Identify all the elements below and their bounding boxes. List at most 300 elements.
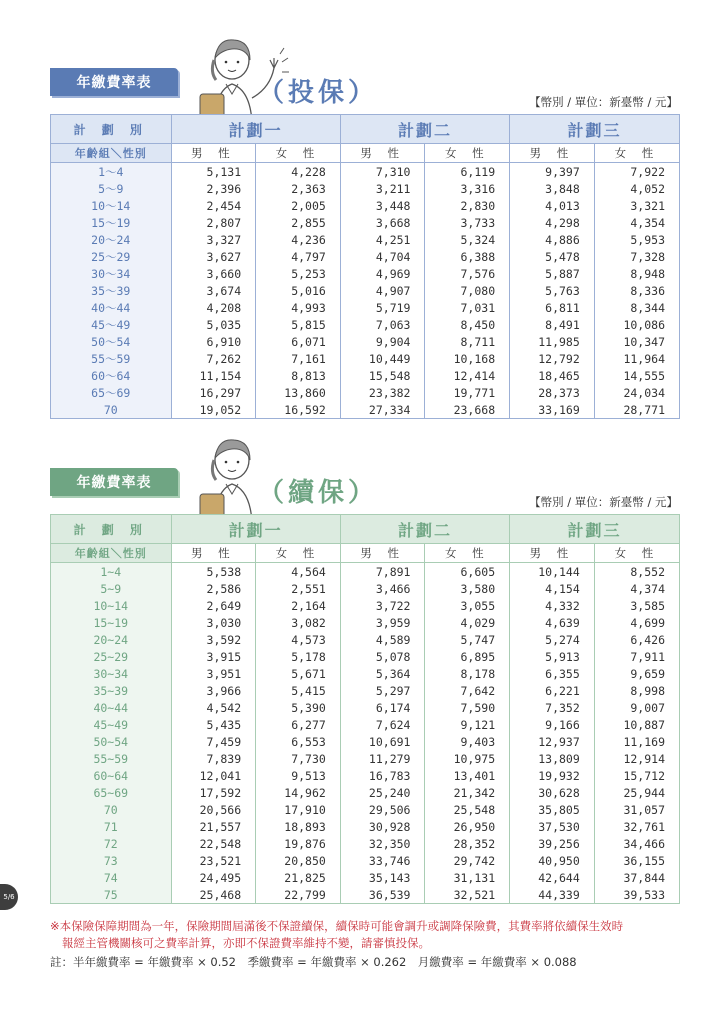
age-group-cell: 10～14 [51, 197, 171, 214]
premium-cell: 33,746 [340, 852, 425, 869]
premium-table-box [50, 114, 680, 419]
sex-header: 男 性 [510, 544, 595, 563]
premium-cell: 21,825 [256, 869, 341, 886]
premium-cell: 7,590 [425, 699, 510, 716]
age-group-cell: 30~34 [51, 665, 171, 682]
sex-header: 女 性 [425, 144, 510, 163]
premium-cell: 37,844 [623, 870, 665, 885]
section-tag: 年繳費率表 [50, 68, 178, 96]
premium-cell: 9,121 [425, 716, 510, 733]
premium-cell: 35,143 [340, 869, 425, 886]
currency-unit-note: 【幣別 / 單位：新臺幣 / 元】 [529, 95, 678, 109]
premium-cell: 8,178 [425, 665, 510, 682]
premium-cell: 7,310 [340, 163, 425, 181]
premium-cell: 27,334 [340, 401, 425, 418]
premium-cell: 15,712 [623, 768, 665, 783]
premium-cell: 4,886 [510, 231, 595, 248]
premium-cell: 4,298 [510, 214, 595, 231]
premium-cell: 23,521 [171, 852, 256, 869]
age-sex-header: 年齡組＼性別 [51, 544, 171, 563]
premium-cell: 19,932 [510, 767, 595, 784]
table-row [51, 197, 679, 214]
age-group-cell: 40~44 [51, 699, 171, 716]
age-group-cell: 73 [51, 852, 171, 869]
plan-header-label: 計 劃 別 [51, 115, 171, 144]
premium-cell: 6,426 [630, 632, 665, 647]
table-row [51, 733, 679, 750]
premium-cell: 2,807 [171, 214, 256, 231]
table-row [51, 784, 679, 801]
premium-cell: 9,403 [425, 733, 510, 750]
table-row [51, 316, 679, 333]
premium-cell: 2,551 [256, 580, 341, 597]
premium-cell: 4,029 [425, 614, 510, 631]
premium-cell: 4,251 [340, 231, 425, 248]
premium-cell: 4,542 [171, 699, 256, 716]
premium-cell: 32,761 [623, 819, 665, 834]
plan-header-1: 計劃一 [171, 115, 340, 144]
premium-cell: 40,950 [510, 852, 595, 869]
premium-cell: 5,274 [510, 631, 595, 648]
premium-table-box [50, 514, 680, 904]
table-row [51, 631, 679, 648]
table-row [51, 401, 679, 418]
premium-cell: 3,580 [425, 580, 510, 597]
premium-cell: 3,585 [630, 598, 665, 613]
premium-cell: 4,013 [510, 197, 595, 214]
premium-cell: 15,548 [340, 367, 425, 384]
premium-cell: 3,321 [594, 197, 679, 214]
table-row [51, 265, 679, 282]
sex-header: 女 性 [594, 544, 679, 563]
premium-cell: 30,928 [340, 818, 425, 835]
table-row [51, 597, 679, 614]
premium-cell: 3,082 [256, 614, 341, 631]
currency-unit-note: 【幣別 / 單位：新臺幣 / 元】 [529, 495, 678, 509]
premium-cell: 8,813 [256, 367, 341, 384]
premium-cell: 32,521 [425, 886, 510, 903]
sex-header: 女 性 [256, 544, 341, 563]
premium-cell: 4,564 [256, 563, 341, 581]
premium-cell: 24,495 [171, 869, 256, 886]
section-subtitle: （投保） [258, 78, 379, 108]
age-group-cell: 5~9 [51, 580, 171, 597]
premium-cell: 31,131 [425, 869, 510, 886]
premium-cell: 7,839 [171, 750, 256, 767]
premium-cell: 4,332 [510, 597, 595, 614]
premium-cell: 23,382 [340, 384, 425, 401]
premium-table [51, 115, 679, 418]
premium-cell: 3,030 [171, 614, 256, 631]
table-row [51, 384, 679, 401]
disclaimer-line-1: ※本保險保障期間為一年，保險期間屆滿後不保證續保，續保時可能會調升或調降保險費，其費率將依續保生效時 [50, 919, 624, 933]
premium-cell: 5,763 [510, 282, 595, 299]
premium-cell: 3,327 [171, 231, 256, 248]
premium-cell: 2,396 [171, 180, 256, 197]
table-row [51, 665, 679, 682]
age-group-cell: 72 [51, 835, 171, 852]
premium-cell: 13,860 [256, 384, 341, 401]
premium-cell: 8,948 [594, 265, 679, 282]
premium-cell: 39,533 [623, 887, 665, 902]
premium-cell: 12,914 [623, 751, 665, 766]
premium-cell: 3,627 [171, 248, 256, 265]
premium-cell: 8,998 [630, 683, 665, 698]
premium-cell: 7,328 [630, 249, 665, 264]
premium-cell: 4,993 [256, 299, 341, 316]
table-row [51, 801, 679, 818]
premium-cell: 4,639 [510, 614, 595, 631]
sex-header: 男 性 [340, 144, 425, 163]
premium-cell: 10,887 [623, 717, 665, 732]
premium-cell: 10,144 [510, 563, 595, 581]
premium-cell: 3,959 [340, 614, 425, 631]
premium-cell: 2,363 [256, 180, 341, 197]
age-group-cell: 20~24 [51, 631, 171, 648]
premium-cell: 13,401 [425, 767, 510, 784]
age-group-cell: 15~19 [51, 614, 171, 631]
premium-cell: 12,414 [425, 367, 510, 384]
premium-cell: 4,704 [340, 248, 425, 265]
plan-header-2: 計劃二 [340, 115, 509, 144]
age-group-cell: 60~64 [51, 767, 171, 784]
premium-cell: 4,374 [630, 581, 665, 596]
age-group-cell: 70 [51, 401, 171, 418]
premium-cell: 8,450 [425, 316, 510, 333]
premium-cell: 5,131 [171, 163, 256, 181]
premium-cell: 4,589 [340, 631, 425, 648]
premium-cell: 25,240 [340, 784, 425, 801]
table-row [51, 333, 679, 350]
premium-cell: 28,352 [425, 835, 510, 852]
premium-cell: 34,466 [623, 836, 665, 851]
premium-cell: 12,937 [510, 733, 595, 750]
section-subtitle: （續保） [258, 478, 379, 508]
premium-cell: 3,674 [171, 282, 256, 299]
table-row [51, 614, 679, 631]
table-body [51, 163, 679, 419]
premium-cell: 3,733 [425, 214, 510, 231]
premium-cell: 11,964 [623, 351, 665, 366]
premium-cell: 4,699 [630, 615, 665, 630]
payment-formula-note: 註：半年繳費率 = 年繳費率 × 0.52 季繳費率 = 年繳費率 × 0.262 月繳費率 = 年繳費率 × 0.088 [50, 955, 577, 969]
premium-cell: 3,722 [340, 597, 425, 614]
table-row [51, 699, 679, 716]
age-group-cell: 10~14 [51, 597, 171, 614]
premium-cell: 6,277 [256, 716, 341, 733]
premium-cell: 32,350 [340, 835, 425, 852]
premium-cell: 5,016 [256, 282, 341, 299]
table-row [51, 886, 679, 903]
premium-cell: 7,730 [256, 750, 341, 767]
table-row [51, 852, 679, 869]
premium-cell: 5,035 [171, 316, 256, 333]
premium-cell: 2,454 [171, 197, 256, 214]
premium-cell: 7,459 [171, 733, 256, 750]
premium-cell: 5,415 [256, 682, 341, 699]
premium-cell: 4,354 [630, 215, 665, 230]
premium-cell: 7,080 [425, 282, 510, 299]
premium-cell: 36,539 [340, 886, 425, 903]
premium-cell: 3,448 [340, 197, 425, 214]
premium-cell: 5,435 [171, 716, 256, 733]
premium-cell: 25,468 [171, 886, 256, 903]
premium-cell: 6,811 [510, 299, 595, 316]
age-group-cell: 40～44 [51, 299, 171, 316]
age-group-cell: 71 [51, 818, 171, 835]
table-row [51, 648, 679, 665]
premium-cell: 23,668 [425, 401, 510, 418]
age-group-cell: 50~54 [51, 733, 171, 750]
premium-cell: 3,915 [171, 648, 256, 665]
premium-cell: 37,530 [510, 818, 595, 835]
sex-header: 男 性 [171, 144, 256, 163]
sex-header: 男 性 [510, 144, 595, 163]
plan-header-3: 計劃三 [510, 515, 679, 544]
table-row [51, 818, 679, 835]
premium-cell: 3,668 [340, 214, 425, 231]
table-row [51, 367, 679, 384]
table-row [51, 750, 679, 767]
premium-cell: 42,644 [510, 869, 595, 886]
premium-cell: 19,876 [256, 835, 341, 852]
premium-cell: 5,887 [510, 265, 595, 282]
premium-cell: 3,966 [171, 682, 256, 699]
age-group-cell: 5～9 [51, 180, 171, 197]
premium-cell: 5,478 [510, 248, 595, 265]
premium-cell: 9,397 [510, 163, 595, 181]
sex-header: 男 性 [171, 544, 256, 563]
premium-cell: 11,985 [510, 333, 595, 350]
age-group-cell: 20～24 [51, 231, 171, 248]
premium-cell: 5,953 [594, 231, 679, 248]
premium-cell: 4,969 [340, 265, 425, 282]
premium-cell: 9,659 [630, 666, 665, 681]
premium-cell: 6,553 [256, 733, 341, 750]
sex-header: 女 性 [594, 144, 679, 163]
premium-cell: 7,161 [256, 350, 341, 367]
age-group-cell: 65~69 [51, 784, 171, 801]
premium-cell: 8,336 [630, 283, 665, 298]
premium-cell: 4,208 [171, 299, 256, 316]
premium-cell: 36,155 [623, 853, 665, 868]
premium-cell: 6,221 [510, 682, 595, 699]
premium-cell: 28,373 [510, 384, 595, 401]
premium-cell: 25,944 [623, 785, 665, 800]
premium-cell: 25,548 [425, 801, 510, 818]
premium-cell: 5,078 [340, 648, 425, 665]
age-group-cell: 45～49 [51, 316, 171, 333]
premium-cell: 5,324 [425, 231, 510, 248]
premium-cell: 5,815 [256, 316, 341, 333]
table-row [51, 350, 679, 367]
plan-header-1: 計劃一 [171, 515, 340, 544]
age-sex-header: 年齡組＼性別 [51, 144, 171, 163]
premium-cell: 20,850 [256, 852, 341, 869]
premium-cell: 17,910 [256, 801, 341, 818]
age-group-cell: 70 [51, 801, 171, 818]
table-row [51, 682, 679, 699]
premium-cell: 10,347 [594, 333, 679, 350]
premium-cell: 20,566 [171, 801, 256, 818]
age-group-cell: 30～34 [51, 265, 171, 282]
premium-cell: 7,922 [594, 163, 679, 181]
table-row [51, 282, 679, 299]
premium-cell: 3,211 [340, 180, 425, 197]
age-group-cell: 25~29 [51, 648, 171, 665]
age-group-cell: 74 [51, 869, 171, 886]
premium-cell: 5,390 [256, 699, 341, 716]
table-row [51, 580, 679, 597]
premium-cell: 4,236 [256, 231, 341, 248]
plan-header-2: 計劃二 [340, 515, 509, 544]
premium-cell: 7,352 [510, 699, 595, 716]
premium-cell: 21,342 [425, 784, 510, 801]
premium-cell: 21,557 [171, 818, 256, 835]
premium-cell: 16,592 [256, 401, 341, 418]
disclaimer-line-2: 報經主管機關核可之費率計算，亦即不保證費率維持不變，請審慎投保。 [62, 936, 430, 950]
premium-table [51, 515, 679, 903]
table-row [51, 563, 679, 581]
table-row [51, 180, 679, 197]
premium-cell: 5,747 [425, 631, 510, 648]
premium-cell: 44,339 [510, 886, 595, 903]
premium-cell: 8,552 [630, 564, 665, 579]
premium-cell: 2,855 [256, 214, 341, 231]
premium-cell: 2,586 [171, 580, 256, 597]
premium-cell: 14,962 [256, 784, 341, 801]
premium-cell: 5,297 [340, 682, 425, 699]
premium-cell: 30,628 [510, 784, 595, 801]
age-group-cell: 50～54 [51, 333, 171, 350]
age-group-cell: 25～29 [51, 248, 171, 265]
premium-cell: 11,154 [171, 367, 256, 384]
premium-cell: 3,466 [340, 580, 425, 597]
plan-header-label: 計 劃 別 [51, 515, 171, 544]
table-row [51, 214, 679, 231]
premium-cell: 16,783 [340, 767, 425, 784]
premium-cell: 13,809 [510, 750, 595, 767]
premium-cell: 22,548 [171, 835, 256, 852]
premium-cell: 6,605 [425, 563, 510, 581]
premium-cell: 14,555 [594, 367, 679, 384]
page-number-tab: 5/6 [0, 884, 18, 910]
age-group-cell: 75 [51, 886, 171, 903]
premium-cell: 3,316 [425, 180, 510, 197]
age-group-cell: 1～4 [51, 163, 171, 181]
premium-cell: 7,262 [171, 350, 256, 367]
table-row [51, 231, 679, 248]
premium-cell: 6,174 [340, 699, 425, 716]
age-group-cell: 15～19 [51, 214, 171, 231]
premium-cell: 7,891 [340, 563, 425, 581]
premium-cell: 16,297 [171, 384, 256, 401]
premium-cell: 31,057 [623, 802, 665, 817]
premium-cell: 39,256 [510, 835, 595, 852]
premium-cell: 9,166 [510, 716, 595, 733]
premium-cell: 5,719 [340, 299, 425, 316]
premium-cell: 22,799 [256, 886, 341, 903]
premium-cell: 12,041 [171, 767, 256, 784]
table-row [51, 869, 679, 886]
premium-cell: 7,624 [340, 716, 425, 733]
premium-cell: 7,642 [425, 682, 510, 699]
premium-cell: 10,168 [425, 350, 510, 367]
table-row [51, 163, 679, 181]
age-group-cell: 35～39 [51, 282, 171, 299]
premium-cell: 6,119 [425, 163, 510, 181]
age-group-cell: 65～69 [51, 384, 171, 401]
premium-cell: 18,465 [510, 367, 595, 384]
table-row [51, 299, 679, 316]
premium-cell: 10,691 [340, 733, 425, 750]
sex-header: 女 性 [256, 144, 341, 163]
premium-cell: 3,055 [425, 597, 510, 614]
premium-cell: 33,169 [510, 401, 595, 418]
sex-header: 女 性 [425, 544, 510, 563]
age-group-cell: 1~4 [51, 563, 171, 581]
premium-cell: 5,364 [340, 665, 425, 682]
premium-cell: 7,063 [340, 316, 425, 333]
premium-cell: 6,388 [425, 248, 510, 265]
premium-cell: 6,355 [510, 665, 595, 682]
premium-cell: 7,911 [630, 649, 665, 664]
premium-cell: 3,660 [171, 265, 256, 282]
table-row [51, 248, 679, 265]
premium-cell: 5,178 [256, 648, 341, 665]
age-group-cell: 55～59 [51, 350, 171, 367]
premium-cell: 26,950 [425, 818, 510, 835]
table-body [51, 563, 679, 904]
premium-cell: 2,649 [171, 597, 256, 614]
age-group-cell: 60～64 [51, 367, 171, 384]
section-tag: 年繳費率表 [50, 468, 178, 496]
age-group-cell: 55~59 [51, 750, 171, 767]
premium-cell: 10,449 [340, 350, 425, 367]
premium-cell: 7,576 [425, 265, 510, 282]
premium-cell: 17,592 [171, 784, 256, 801]
table-row [51, 835, 679, 852]
premium-cell: 7,031 [425, 299, 510, 316]
premium-cell: 35,805 [510, 801, 595, 818]
premium-cell: 9,513 [256, 767, 341, 784]
premium-cell: 4,228 [256, 163, 341, 181]
premium-cell: 5,671 [256, 665, 341, 682]
premium-cell: 19,052 [171, 401, 256, 418]
premium-cell: 5,538 [171, 563, 256, 581]
premium-cell: 3,592 [171, 631, 256, 648]
sex-header: 男 性 [340, 544, 425, 563]
table-row [51, 767, 679, 784]
premium-cell: 6,895 [425, 648, 510, 665]
premium-cell: 19,771 [425, 384, 510, 401]
premium-cell: 2,164 [256, 597, 341, 614]
premium-cell: 29,506 [340, 801, 425, 818]
premium-cell: 8,711 [425, 333, 510, 350]
premium-cell: 8,491 [510, 316, 595, 333]
premium-cell: 3,848 [510, 180, 595, 197]
premium-cell: 3,951 [171, 665, 256, 682]
premium-cell: 29,742 [425, 852, 510, 869]
premium-cell: 4,573 [256, 631, 341, 648]
premium-cell: 4,907 [340, 282, 425, 299]
premium-cell: 2,005 [256, 197, 341, 214]
premium-cell: 9,904 [340, 333, 425, 350]
premium-cell: 4,154 [510, 580, 595, 597]
premium-cell: 6,910 [171, 333, 256, 350]
premium-cell: 5,253 [256, 265, 341, 282]
age-group-cell: 45~49 [51, 716, 171, 733]
